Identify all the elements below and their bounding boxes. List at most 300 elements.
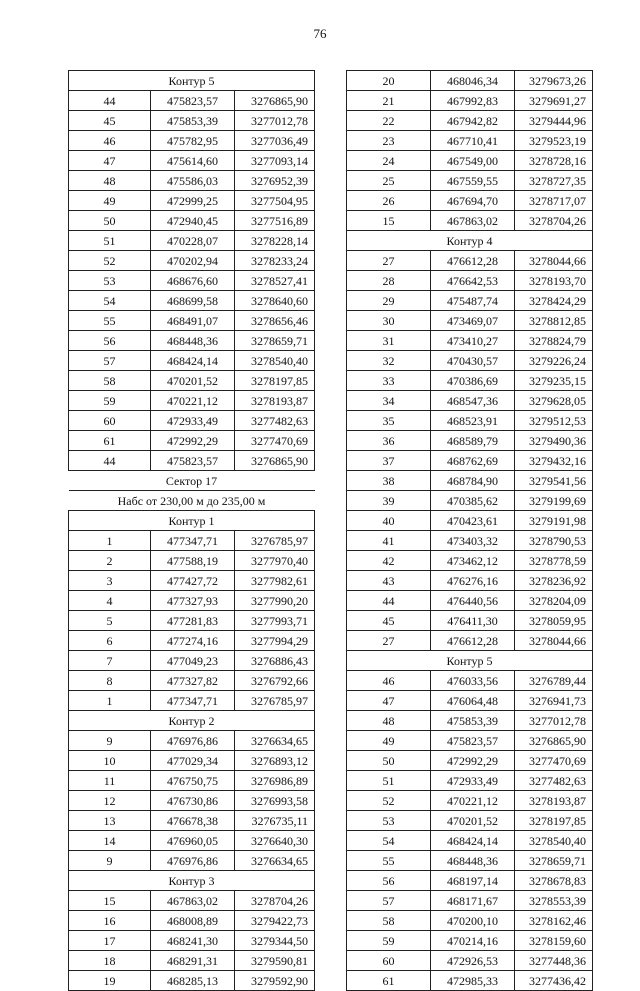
y-coordinate-cell: 3277012,78 [515, 711, 593, 731]
x-coordinate-cell: 476033,56 [431, 671, 515, 691]
y-coordinate-cell: 3278728,16 [515, 151, 593, 171]
point-number-cell: 51 [347, 771, 431, 791]
y-coordinate-cell: 3276952,39 [235, 171, 315, 191]
x-coordinate-cell: 470201,52 [151, 371, 235, 391]
y-coordinate-cell: 3277970,40 [235, 551, 315, 571]
x-coordinate-cell: 470385,62 [431, 491, 515, 511]
y-coordinate-cell: 3279432,16 [515, 451, 593, 471]
y-coordinate-cell: 3278659,71 [235, 331, 315, 351]
x-coordinate-cell: 475853,39 [151, 111, 235, 131]
y-coordinate-cell: 3276640,30 [235, 831, 315, 851]
x-coordinate-cell: 476976,86 [151, 731, 235, 751]
point-number-cell: 61 [347, 971, 431, 991]
table-row [69, 331, 315, 351]
point-number-cell: 2 [69, 551, 151, 571]
table-row [69, 731, 315, 751]
table-row [347, 411, 593, 431]
height-range-label: Набс от 230,00 м до 235,00 м [69, 491, 315, 511]
table-row [347, 731, 593, 751]
table-row [69, 911, 315, 931]
table-row [347, 711, 593, 731]
table-row [347, 171, 593, 191]
table-row [69, 311, 315, 331]
table-row [347, 571, 593, 591]
x-coordinate-cell: 468197,14 [431, 871, 515, 891]
x-coordinate-cell: 470202,94 [151, 251, 235, 271]
x-coordinate-cell: 468491,07 [151, 311, 235, 331]
table-row [347, 751, 593, 771]
y-coordinate-cell: 3278527,41 [235, 271, 315, 291]
table-row [69, 351, 315, 371]
x-coordinate-cell: 467710,41 [431, 131, 515, 151]
x-coordinate-cell: 470221,12 [151, 391, 235, 411]
point-number-cell: 29 [347, 291, 431, 311]
point-number-cell: 48 [347, 711, 431, 731]
x-coordinate-cell: 472985,33 [431, 971, 515, 991]
y-coordinate-cell: 3278197,85 [515, 811, 593, 831]
point-number-cell: 49 [347, 731, 431, 751]
point-number-cell: 57 [69, 351, 151, 371]
table-row [347, 71, 593, 91]
y-coordinate-cell: 3278197,85 [235, 371, 315, 391]
point-number-cell: 13 [69, 811, 151, 831]
point-number-cell: 48 [69, 171, 151, 191]
y-coordinate-cell: 3277093,14 [235, 151, 315, 171]
x-coordinate-cell: 476976,86 [151, 851, 235, 871]
contour-header: Контур 5 [69, 71, 315, 91]
table-row [69, 191, 315, 211]
x-coordinate-cell: 475853,39 [431, 711, 515, 731]
table-row [347, 931, 593, 951]
point-number-cell: 47 [347, 691, 431, 711]
y-coordinate-cell: 3278162,46 [515, 911, 593, 931]
x-coordinate-cell: 470430,57 [431, 351, 515, 371]
table-row [69, 851, 315, 871]
x-coordinate-cell: 472999,25 [151, 191, 235, 211]
y-coordinate-cell: 3279422,73 [235, 911, 315, 931]
x-coordinate-cell: 477347,71 [151, 531, 235, 551]
x-coordinate-cell: 468784,90 [431, 471, 515, 491]
point-number-cell: 58 [347, 911, 431, 931]
y-coordinate-cell: 3278233,24 [235, 251, 315, 271]
point-number-cell: 56 [347, 871, 431, 891]
point-number-cell: 59 [69, 391, 151, 411]
contour-header-row [69, 711, 315, 731]
x-coordinate-cell: 467992,83 [431, 91, 515, 111]
contour-header: Контур 4 [347, 231, 593, 251]
y-coordinate-cell: 3277482,63 [235, 411, 315, 431]
y-coordinate-cell: 3279512,53 [515, 411, 593, 431]
table-row [347, 791, 593, 811]
y-coordinate-cell: 3277990,20 [235, 591, 315, 611]
table-row [69, 611, 315, 631]
point-number-cell: 3 [69, 571, 151, 591]
x-coordinate-cell: 467863,02 [431, 211, 515, 231]
point-number-cell: 51 [69, 231, 151, 251]
point-number-cell: 39 [347, 491, 431, 511]
table-row [69, 811, 315, 831]
point-number-cell: 14 [69, 831, 151, 851]
y-coordinate-cell: 3279673,26 [515, 71, 593, 91]
y-coordinate-cell: 3277448,36 [515, 951, 593, 971]
table-row [347, 431, 593, 451]
x-coordinate-cell: 476678,38 [151, 811, 235, 831]
y-coordinate-cell: 3279344,50 [235, 931, 315, 951]
x-coordinate-cell: 475823,57 [431, 731, 515, 751]
y-coordinate-cell: 3277504,95 [235, 191, 315, 211]
y-coordinate-cell: 3278812,85 [515, 311, 593, 331]
x-coordinate-cell: 472926,53 [431, 951, 515, 971]
table-row [347, 311, 593, 331]
table-row [347, 391, 593, 411]
point-number-cell: 44 [347, 591, 431, 611]
point-number-cell: 60 [69, 411, 151, 431]
x-coordinate-cell: 468285,13 [151, 971, 235, 991]
table-row [69, 631, 315, 651]
x-coordinate-cell: 468448,36 [151, 331, 235, 351]
y-coordinate-cell: 3279490,36 [515, 431, 593, 451]
y-coordinate-cell: 3278640,60 [235, 291, 315, 311]
y-coordinate-cell: 3278044,66 [515, 251, 593, 271]
point-number-cell: 44 [69, 451, 151, 471]
x-coordinate-cell: 475823,57 [151, 91, 235, 111]
y-coordinate-cell: 3277482,63 [515, 771, 593, 791]
table-row [347, 331, 593, 351]
table-row [69, 651, 315, 671]
x-coordinate-cell: 477588,19 [151, 551, 235, 571]
point-number-cell: 55 [347, 851, 431, 871]
point-number-cell: 15 [69, 891, 151, 911]
x-coordinate-cell: 472992,29 [431, 751, 515, 771]
table-row [347, 291, 593, 311]
table-row [69, 671, 315, 691]
table-row [69, 891, 315, 911]
x-coordinate-cell: 470228,07 [151, 231, 235, 251]
x-coordinate-cell: 470386,69 [431, 371, 515, 391]
x-coordinate-cell: 468589,79 [431, 431, 515, 451]
table-row [347, 871, 593, 891]
y-coordinate-cell: 3278717,07 [515, 191, 593, 211]
x-coordinate-cell: 470201,52 [431, 811, 515, 831]
x-coordinate-cell: 473410,27 [431, 331, 515, 351]
y-coordinate-cell: 3276865,90 [515, 731, 593, 751]
y-coordinate-cell: 3278824,79 [515, 331, 593, 351]
x-coordinate-cell: 475586,03 [151, 171, 235, 191]
y-coordinate-cell: 3277993,71 [235, 611, 315, 631]
table-row [69, 231, 315, 251]
y-coordinate-cell: 3279592,90 [235, 971, 315, 991]
x-coordinate-cell: 468291,31 [151, 951, 235, 971]
table-row [347, 551, 593, 571]
point-number-cell: 26 [347, 191, 431, 211]
x-coordinate-cell: 476440,56 [431, 591, 515, 611]
point-number-cell: 55 [69, 311, 151, 331]
contour-header-row [69, 871, 315, 891]
table-row [69, 771, 315, 791]
point-number-cell: 54 [69, 291, 151, 311]
table-row [347, 831, 593, 851]
x-coordinate-cell: 477274,16 [151, 631, 235, 651]
point-number-cell: 61 [69, 431, 151, 451]
table-row [347, 951, 593, 971]
point-number-cell: 12 [69, 791, 151, 811]
y-coordinate-cell: 3278228,14 [235, 231, 315, 251]
contour-header-row [69, 511, 315, 531]
point-number-cell: 25 [347, 171, 431, 191]
x-coordinate-cell: 467559,55 [431, 171, 515, 191]
y-coordinate-cell: 3277982,61 [235, 571, 315, 591]
point-number-cell: 24 [347, 151, 431, 171]
x-coordinate-cell: 473462,12 [431, 551, 515, 571]
table-row [347, 911, 593, 931]
point-number-cell: 40 [347, 511, 431, 531]
x-coordinate-cell: 477029,34 [151, 751, 235, 771]
y-coordinate-cell: 3279541,56 [515, 471, 593, 491]
table-row [347, 471, 593, 491]
y-coordinate-cell: 3278204,09 [515, 591, 593, 611]
table-row [69, 271, 315, 291]
x-coordinate-cell: 476642,53 [431, 271, 515, 291]
y-coordinate-cell: 3279235,15 [515, 371, 593, 391]
y-coordinate-cell: 3278159,60 [515, 931, 593, 951]
y-coordinate-cell: 3276993,58 [235, 791, 315, 811]
x-coordinate-cell: 476276,16 [431, 571, 515, 591]
point-number-cell: 44 [69, 91, 151, 111]
point-number-cell: 43 [347, 571, 431, 591]
y-coordinate-cell: 3278236,92 [515, 571, 593, 591]
table-row [347, 111, 593, 131]
point-number-cell: 15 [347, 211, 431, 231]
table-row [347, 591, 593, 611]
point-number-cell: 23 [347, 131, 431, 151]
x-coordinate-cell: 468523,91 [431, 411, 515, 431]
y-coordinate-cell: 3278044,66 [515, 631, 593, 651]
point-number-cell: 20 [347, 71, 431, 91]
x-coordinate-cell: 477327,82 [151, 671, 235, 691]
point-number-cell: 8 [69, 671, 151, 691]
contour-header: Контур 2 [69, 711, 315, 731]
point-number-cell: 45 [347, 611, 431, 631]
y-coordinate-cell: 3279691,27 [515, 91, 593, 111]
point-number-cell: 52 [347, 791, 431, 811]
point-number-cell: 60 [347, 951, 431, 971]
y-coordinate-cell: 3278193,87 [235, 391, 315, 411]
x-coordinate-cell: 470214,16 [431, 931, 515, 951]
x-coordinate-cell: 477049,23 [151, 651, 235, 671]
table-row [347, 631, 593, 651]
x-coordinate-cell: 468676,60 [151, 271, 235, 291]
table-row [69, 111, 315, 131]
y-coordinate-cell: 3276634,65 [235, 731, 315, 751]
y-coordinate-cell: 3279444,96 [515, 111, 593, 131]
y-coordinate-cell: 3278778,59 [515, 551, 593, 571]
point-number-cell: 33 [347, 371, 431, 391]
contour-header-row [347, 651, 593, 671]
table-row [69, 571, 315, 591]
table-row [69, 291, 315, 311]
x-coordinate-cell: 477327,93 [151, 591, 235, 611]
point-number-cell: 16 [69, 911, 151, 931]
x-coordinate-cell: 476411,30 [431, 611, 515, 631]
y-coordinate-cell: 3276865,90 [235, 91, 315, 111]
table-row [347, 971, 593, 991]
point-number-cell: 41 [347, 531, 431, 551]
table-row [347, 671, 593, 691]
y-coordinate-cell: 3279199,69 [515, 491, 593, 511]
x-coordinate-cell: 476612,28 [431, 251, 515, 271]
table-row [347, 271, 593, 291]
table-row [347, 811, 593, 831]
x-coordinate-cell: 473469,07 [431, 311, 515, 331]
x-coordinate-cell: 468448,36 [431, 851, 515, 871]
point-number-cell: 37 [347, 451, 431, 471]
x-coordinate-cell: 477427,72 [151, 571, 235, 591]
y-coordinate-cell: 3278790,53 [515, 531, 593, 551]
point-number-cell: 56 [69, 331, 151, 351]
point-number-cell: 11 [69, 771, 151, 791]
point-number-cell: 7 [69, 651, 151, 671]
y-coordinate-cell: 3277516,89 [235, 211, 315, 231]
point-number-cell: 17 [69, 931, 151, 951]
point-number-cell: 6 [69, 631, 151, 651]
point-number-cell: 27 [347, 631, 431, 651]
x-coordinate-cell: 468171,67 [431, 891, 515, 911]
point-number-cell: 46 [69, 131, 151, 151]
table-row [347, 531, 593, 551]
y-coordinate-cell: 3278704,26 [235, 891, 315, 911]
point-number-cell: 35 [347, 411, 431, 431]
y-coordinate-cell: 3276893,12 [235, 751, 315, 771]
x-coordinate-cell: 467942,82 [431, 111, 515, 131]
x-coordinate-cell: 476730,86 [151, 791, 235, 811]
y-coordinate-cell: 3277470,69 [235, 431, 315, 451]
x-coordinate-cell: 476612,28 [431, 631, 515, 651]
table-row [347, 131, 593, 151]
y-coordinate-cell: 3276986,89 [235, 771, 315, 791]
x-coordinate-cell: 467863,02 [151, 891, 235, 911]
table-row [347, 511, 593, 531]
y-coordinate-cell: 3277036,49 [235, 131, 315, 151]
point-number-cell: 57 [347, 891, 431, 911]
table-row [69, 751, 315, 771]
point-number-cell: 54 [347, 831, 431, 851]
table-row [347, 191, 593, 211]
x-coordinate-cell: 472933,49 [151, 411, 235, 431]
y-coordinate-cell: 3277994,29 [235, 631, 315, 651]
point-number-cell: 34 [347, 391, 431, 411]
point-number-cell: 22 [347, 111, 431, 131]
table-row [69, 591, 315, 611]
y-coordinate-cell: 3278553,39 [515, 891, 593, 911]
point-number-cell: 47 [69, 151, 151, 171]
x-coordinate-cell: 477347,71 [151, 691, 235, 711]
table-row [69, 371, 315, 391]
y-coordinate-cell: 3276886,43 [235, 651, 315, 671]
table-row [347, 611, 593, 631]
table-row [347, 351, 593, 371]
point-number-cell: 46 [347, 671, 431, 691]
table-row [69, 91, 315, 111]
y-coordinate-cell: 3278727,35 [515, 171, 593, 191]
point-number-cell: 27 [347, 251, 431, 271]
table-row [347, 891, 593, 911]
y-coordinate-cell: 3278704,26 [515, 211, 593, 231]
x-coordinate-cell: 476960,05 [151, 831, 235, 851]
point-number-cell: 9 [69, 731, 151, 751]
point-number-cell: 10 [69, 751, 151, 771]
point-number-cell: 45 [69, 111, 151, 131]
y-coordinate-cell: 3279226,24 [515, 351, 593, 371]
y-coordinate-cell: 3276634,65 [235, 851, 315, 871]
point-number-cell: 32 [347, 351, 431, 371]
point-number-cell: 9 [69, 851, 151, 871]
x-coordinate-cell: 476064,48 [431, 691, 515, 711]
height-range-row [69, 491, 315, 511]
y-coordinate-cell: 3278678,83 [515, 871, 593, 891]
x-coordinate-cell: 468241,30 [151, 931, 235, 951]
table-row [347, 771, 593, 791]
y-coordinate-cell: 3277436,42 [515, 971, 593, 991]
point-number-cell: 30 [347, 311, 431, 331]
x-coordinate-cell: 477281,83 [151, 611, 235, 631]
x-coordinate-cell: 472933,49 [431, 771, 515, 791]
x-coordinate-cell: 475487,74 [431, 291, 515, 311]
point-number-cell: 53 [347, 811, 431, 831]
x-coordinate-cell: 470200,10 [431, 911, 515, 931]
y-coordinate-cell: 3279628,05 [515, 391, 593, 411]
x-coordinate-cell: 470423,61 [431, 511, 515, 531]
point-number-cell: 28 [347, 271, 431, 291]
table-row [69, 151, 315, 171]
point-number-cell: 4 [69, 591, 151, 611]
point-number-cell: 53 [69, 271, 151, 291]
y-coordinate-cell: 3277470,69 [515, 751, 593, 771]
table-row [347, 851, 593, 871]
table-row [347, 251, 593, 271]
table-row [69, 791, 315, 811]
table-row [347, 491, 593, 511]
table-row [69, 551, 315, 571]
x-coordinate-cell: 468424,14 [431, 831, 515, 851]
point-number-cell: 31 [347, 331, 431, 351]
table-row [347, 691, 593, 711]
contour-header-row [69, 71, 315, 91]
point-number-cell: 42 [347, 551, 431, 571]
coordinates-table-left [68, 70, 315, 991]
y-coordinate-cell: 3276792,66 [235, 671, 315, 691]
x-coordinate-cell: 468547,36 [431, 391, 515, 411]
contour-header: Контур 1 [69, 511, 315, 531]
y-coordinate-cell: 3278424,29 [515, 291, 593, 311]
y-coordinate-cell: 3276789,44 [515, 671, 593, 691]
x-coordinate-cell: 473403,32 [431, 531, 515, 551]
table-row [69, 831, 315, 851]
y-coordinate-cell: 3276735,11 [235, 811, 315, 831]
x-coordinate-cell: 468008,89 [151, 911, 235, 931]
point-number-cell: 1 [69, 691, 151, 711]
page-number: 76 [313, 26, 327, 41]
table-row [69, 411, 315, 431]
y-coordinate-cell: 3276785,97 [235, 691, 315, 711]
y-coordinate-cell: 3278059,95 [515, 611, 593, 631]
x-coordinate-cell: 472940,45 [151, 211, 235, 231]
table-row [69, 131, 315, 151]
table-row [69, 931, 315, 951]
table-row [69, 451, 315, 471]
table-row [69, 531, 315, 551]
y-coordinate-cell: 3279523,19 [515, 131, 593, 151]
table-row [69, 171, 315, 191]
